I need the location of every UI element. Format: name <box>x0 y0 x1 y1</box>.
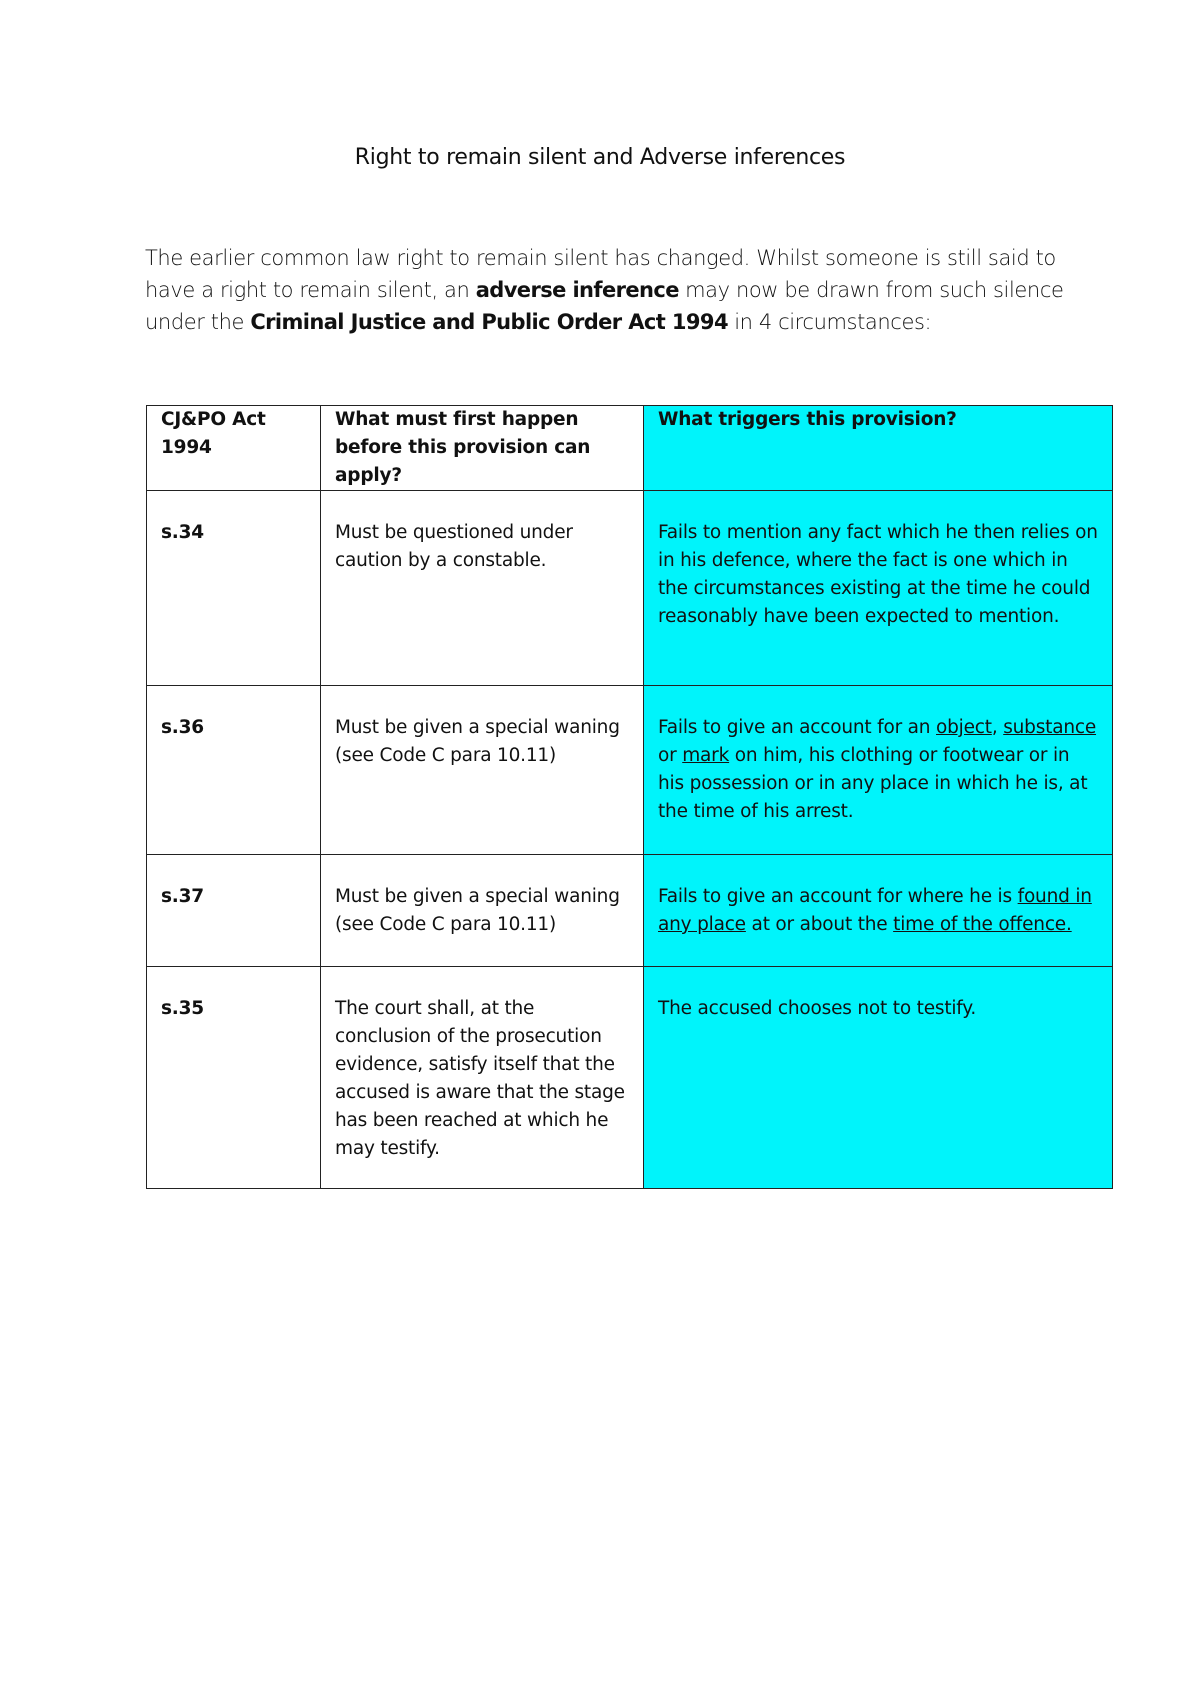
header-prerequisite: What must first happen before this provision can apply? <box>321 406 644 491</box>
trigger-cell <box>644 855 1113 967</box>
trigger-cell: Fails to mention any fact which he then relies on in his defence, where the fact is one which in the circumstances existing at the time he could reasonably have been expected to mention. <box>644 491 1113 686</box>
trigger-cell <box>644 686 1113 855</box>
prerequisite-cell: Must be questioned under caution by a constable. <box>321 491 644 686</box>
table-row <box>147 967 1113 1189</box>
section-cell: s.35 <box>147 967 321 1189</box>
trigger-text: on him, his clothing or footwear or in his possession or in any place in which he is, at the time of his arrest. <box>658 745 1088 822</box>
header-trigger: What triggers this provision? <box>644 406 1113 491</box>
underlined-term-mark: mark <box>682 745 730 766</box>
trigger-text: , <box>991 717 1004 738</box>
underlined-term-time-of-offence: time of the offence. <box>893 914 1072 935</box>
trigger-text: or <box>658 745 683 766</box>
intro-bold-adverse-inference: adverse inference <box>475 278 679 302</box>
table-row <box>147 686 1113 855</box>
intro-paragraph <box>145 242 1065 338</box>
prerequisite-cell: Must be given a special waning (see Code C para 10.11) <box>321 686 644 855</box>
prerequisite-cell: Must be given a special waning (see Code C para 10.11) <box>321 855 644 967</box>
section-cell: s.36 <box>147 686 321 855</box>
intro-bold-act-name: Criminal Justice and Public Order Act 1994 <box>250 310 728 334</box>
table-row <box>147 491 1113 686</box>
provisions-table <box>146 405 1113 1189</box>
underlined-term-found-in-any-place: found in any place <box>658 886 1092 935</box>
trigger-text: Fails to give an account for where he is <box>658 886 1018 907</box>
intro-text-3: in 4 circumstances: <box>727 310 932 334</box>
prerequisite-cell: The court shall, at the conclusion of the prosecution evidence, satisfy itself that the accused is aware that the stage has been reached at which he may testify. <box>321 967 644 1189</box>
section-cell: s.34 <box>147 491 321 686</box>
trigger-cell: The accused chooses not to testify. <box>644 967 1113 1189</box>
intro-text-2: may now be drawn from such silence under the <box>145 278 1064 334</box>
trigger-text: at or about the <box>745 914 894 935</box>
underlined-term-substance: substance <box>1003 717 1097 738</box>
underlined-term-object: object <box>936 717 992 738</box>
table-row <box>147 855 1113 967</box>
table-header-row <box>147 406 1113 491</box>
page-title: Right to remain silent and Adverse inferences <box>354 145 846 170</box>
section-cell: s.37 <box>147 855 321 967</box>
header-act: CJ&PO Act 1994 <box>147 406 321 491</box>
intro-text-1: The earlier common law right to remain silent has changed. Whilst someone is still said to have a right to remain silent, an <box>145 246 1056 302</box>
trigger-text: Fails to give an account for an <box>658 717 937 738</box>
